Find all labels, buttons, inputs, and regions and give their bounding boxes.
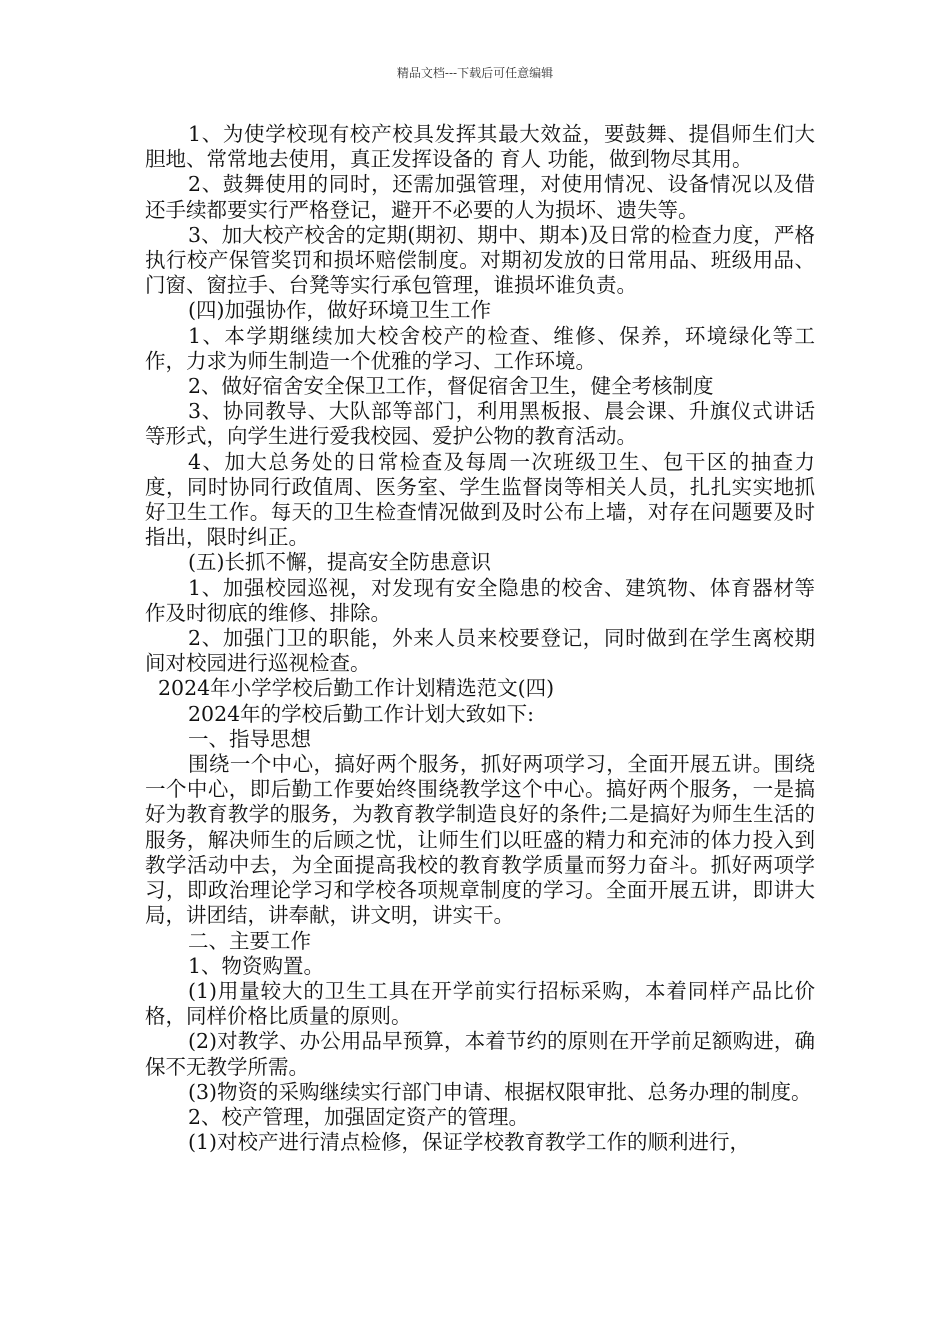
paragraph: 2、鼓舞使用的同时，还需加强管理，对使用情况、设备情况以及借还手续都要实行严格登记，避开不必要的人为损坏、遗失等。 bbox=[145, 172, 815, 222]
paragraph: 1、加强校园巡视，对发现有安全隐患的校舍、建筑物、体育器材等作及时彻底的维修、排除。 bbox=[145, 575, 815, 625]
paragraph: 2、校产管理，加强固定资产的管理。 bbox=[188, 1104, 530, 1129]
section-heading: 二、主要工作 bbox=[188, 928, 311, 953]
section-heading: (五)长抓不懈，提高安全防患意识 bbox=[188, 550, 491, 575]
paragraph: (1)对校产进行清点检修，保证学校教育教学工作的顺利进行， bbox=[188, 1130, 751, 1155]
page-header: 精品文档---下载后可任意编辑 bbox=[396, 66, 554, 80]
paragraph: 围绕一个中心，搞好两个服务，抓好两项学习，全面开展五讲。围绕一个中心，即后勤工作要始终围绕教学这个中心。搞好两个服务，一是搞好为教育教学的服务，为教育教学制造良好的条件;二是搞好为师生生活的服务，解决师生的后顾之忧，让师生们以旺盛的精力和充沛的体力投入到教学活动中去，为全面提高我校的教育教学质量而努力奋斗。抓好两项学习，即政治理论学习和学校各项规章制度的学习。全面开展五讲，即讲大局，讲团结，讲奉献，讲文明，讲实干。 bbox=[145, 752, 815, 928]
paragraph: 1、物资购置。 bbox=[188, 953, 325, 978]
paragraph: 3、协同教导、大队部等部门，利用黑板报、晨会课、升旗仪式讲话等形式，向学生进行爱我校园、爱护公物的教育活动。 bbox=[145, 399, 815, 449]
paragraph: (3)物资的采购继续实行部门申请、根据权限审批、总务办理的制度。 bbox=[188, 1079, 812, 1104]
paragraph: 2024年的学校后勤工作计划大致如下: bbox=[188, 701, 535, 726]
paragraph: 3、加大校产校舍的定期(期初、期中、期本)及日常的检查力度，严格执行校产保管奖罚和损坏赔偿制度。对期初发放的日常用品、班级用品、门窗、窗拉手、台凳等实行承包管理，谁损坏谁负责。 bbox=[145, 222, 815, 298]
paragraph: (1)用量较大的卫生工具在开学前实行招标采购，本着同样产品比价格，同样价格比质量的原则。 bbox=[145, 978, 815, 1029]
paragraph: 2、做好宿舍安全保卫工作，督促宿舍卫生，健全考核制度 bbox=[188, 374, 714, 399]
paragraph: 2、加强门卫的职能，外来人员来校要登记，同时做到在学生离校期间对校园进行巡视检查。 bbox=[145, 626, 815, 676]
document-body bbox=[145, 122, 815, 1155]
paragraph: 4、加大总务处的日常检查及每周一次班级卫生、包干区的抽查力度，同时协同行政值周、医务室、学生监督岗等相关人员，扎扎实实地抓好卫生工作。每天的卫生检查情况做到及时公布上墙，对存在问题要及时指出，限时纠正。 bbox=[145, 449, 815, 550]
section-heading: 一、指导思想 bbox=[188, 726, 311, 751]
section-heading: (四)加强协作，做好环境卫生工作 bbox=[188, 298, 491, 323]
paragraph: 1、本学期继续加大校舍校产的检查、维修、保养，环境绿化等工作，力求为师生制造一个优雅的学习、工作环境。 bbox=[145, 323, 815, 373]
paragraph: (2)对教学、办公用品早预算，本着节约的原则在开学前足额购进，确保不无教学所需。 bbox=[145, 1029, 815, 1079]
paragraph: 1、为使学校现有校产校具发挥其最大效益，要鼓舞、提倡师生们大胆地、常常地去使用，真正发挥设备的 育人 功能，做到物尽其用。 bbox=[145, 122, 815, 172]
document-title: 2024年小学学校后勤工作计划精选范文(四) bbox=[158, 676, 555, 701]
